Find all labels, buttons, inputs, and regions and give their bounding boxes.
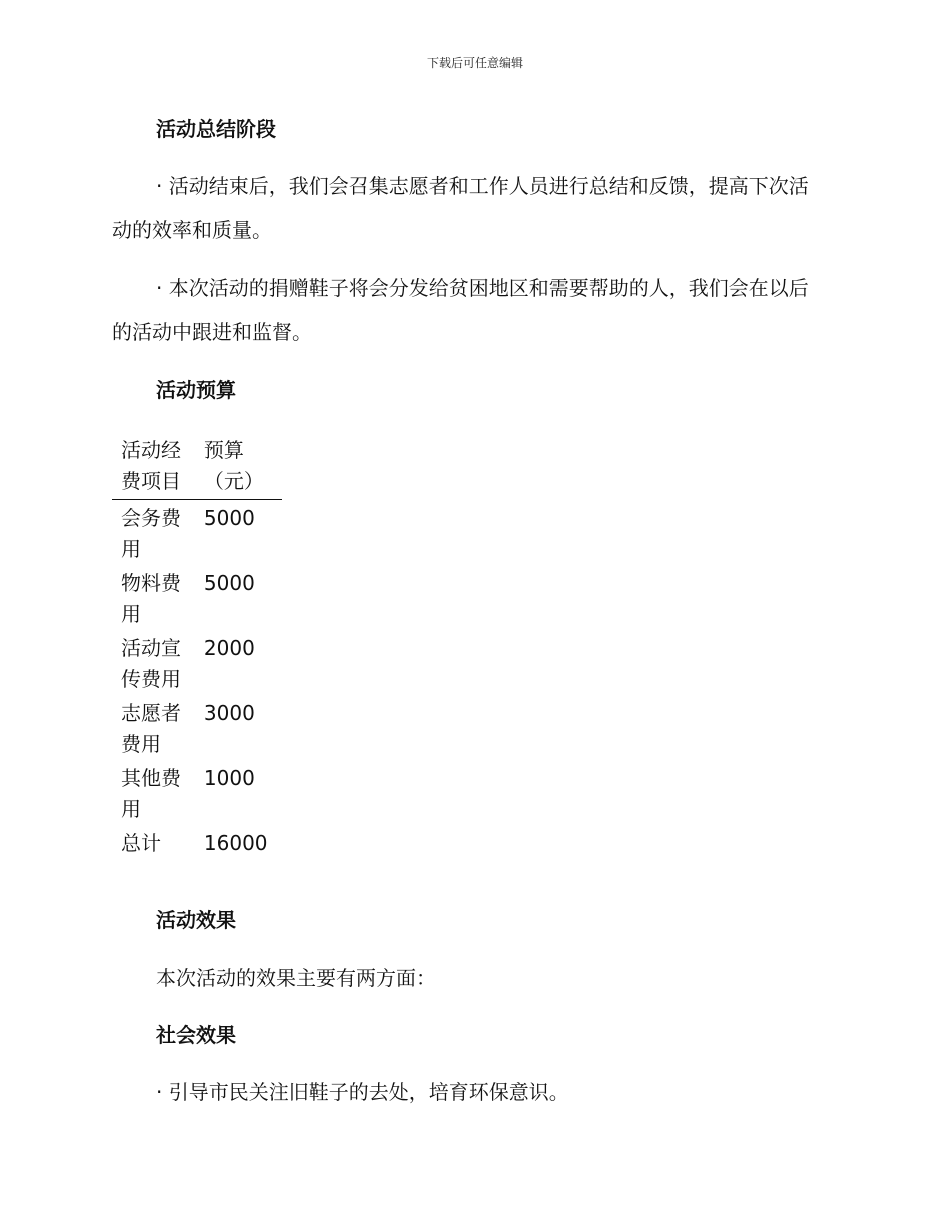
budget-table-row xyxy=(112,760,282,825)
summary-heading: 活动总结阶段 xyxy=(156,117,276,141)
budget-table-header-amount: 预算（元） xyxy=(195,435,282,500)
budget-table-row xyxy=(112,630,282,695)
budget-total-amount: 16000 xyxy=(203,831,268,855)
budget-total-label: 总计 xyxy=(121,831,161,855)
budget-item-cell: 活动宣传费用 xyxy=(121,636,181,691)
social-effect-paragraph-1: · 引导市民关注旧鞋子的去处，培育环保意识。 xyxy=(156,1080,569,1104)
effect-intro: 本次活动的效果主要有两方面： xyxy=(156,966,436,990)
budget-table-header-item: 活动经费项目 xyxy=(112,435,195,500)
summary-paragraph-2: · 本次活动的捐赠鞋子将会分发给贫困地区和需要帮助的人，我们会在以后的活动中跟进和监督。 xyxy=(112,276,809,344)
budget-amount-cell: 2000 xyxy=(203,636,255,660)
budget-table xyxy=(112,435,282,859)
effect-heading: 活动效果 xyxy=(156,908,236,932)
budget-heading: 活动预算 xyxy=(156,378,236,402)
page-header: 下载后可任意编辑 xyxy=(426,56,523,70)
budget-item-cell: 物料费用 xyxy=(121,571,181,626)
budget-table-row xyxy=(112,500,282,566)
budget-table-row xyxy=(112,695,282,760)
budget-table-total-row xyxy=(112,825,282,859)
budget-amount-cell: 5000 xyxy=(203,506,255,530)
budget-table-header-row xyxy=(112,435,282,500)
budget-amount-cell: 5000 xyxy=(203,571,255,595)
social-effect-heading: 社会效果 xyxy=(156,1023,236,1047)
budget-item-cell: 其他费用 xyxy=(121,766,181,821)
budget-item-cell: 志愿者费用 xyxy=(121,701,181,756)
summary-paragraph-1: · 活动结束后，我们会召集志愿者和工作人员进行总结和反馈，提高下次活动的效率和质量。 xyxy=(112,174,809,242)
budget-amount-cell: 3000 xyxy=(203,701,255,725)
budget-item-cell: 会务费用 xyxy=(121,506,181,561)
budget-table-row xyxy=(112,565,282,630)
budget-amount-cell: 1000 xyxy=(203,766,255,790)
